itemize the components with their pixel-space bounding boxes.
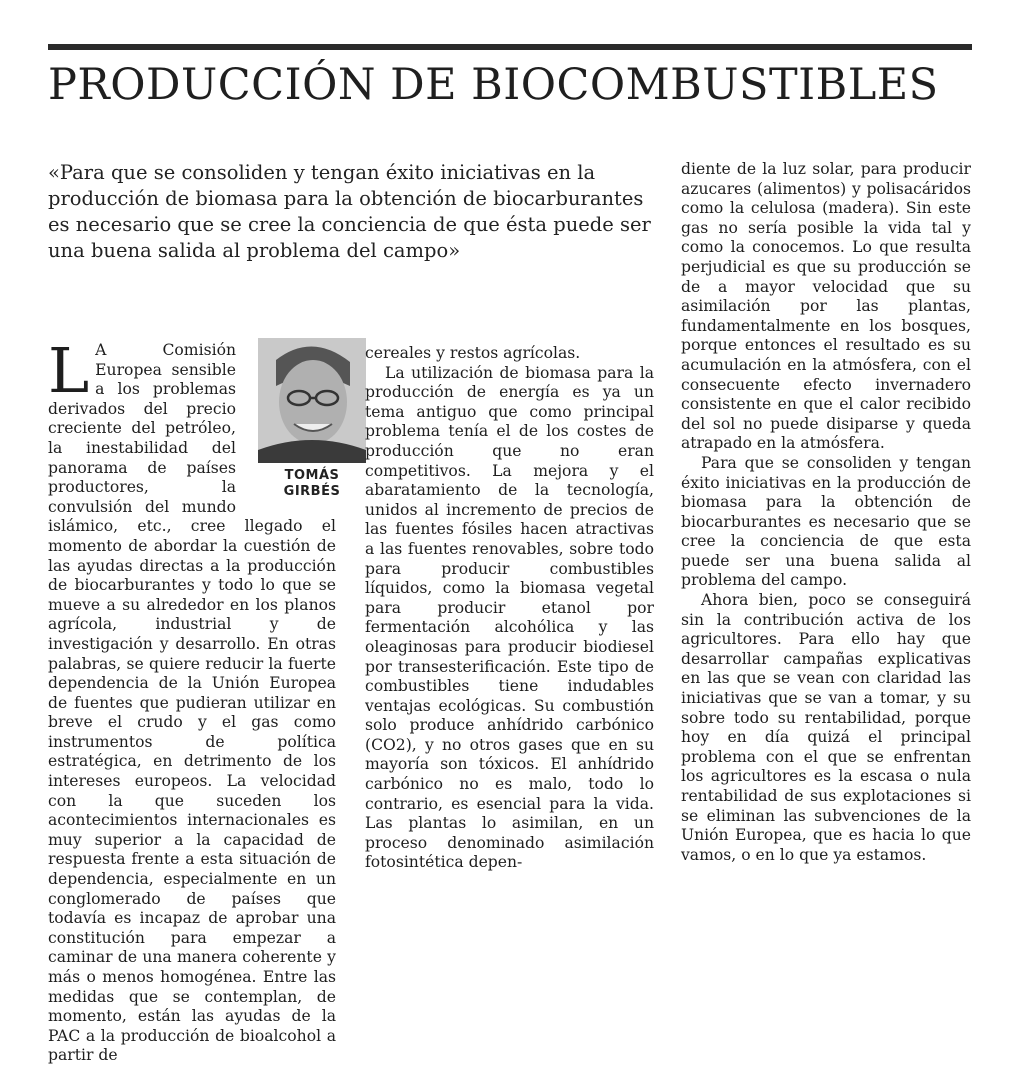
- headline: PRODUCCIÓN DE BIOCOMBUSTIBLES: [48, 60, 939, 110]
- author-photo: [258, 338, 366, 463]
- article-column-3: [681, 160, 971, 865]
- drop-cap: L: [48, 334, 90, 407]
- author-last-name: GIRBÉS: [283, 484, 341, 499]
- paragraph-1-continued: cereales y restos agrícolas.: [365, 344, 581, 362]
- paragraph-2: La utilización de biomasa para la producción de energía es ya un tema antiguo que como principal problema tenía el de los costes de producción que no eran competitivos. La mejora y el abaratamiento de la tecnología, unidos al incremento de precios de las fuentes fósiles hacen atractivas a las fuentes renovables, sobre todo para producir combustibles líquidos, como la biomasa vegetal para producir etanol por fermentación alcohólica y las oleaginosas para producir biodiesel por transesterificación. Este tipo de combustibles tiene indudables ventajas ecológicas. Su combustión solo produce anhídrido carbónico (CO2), y no otros gases que en su mayoría son tóxicos. El anhídrido carbónico no es malo, todo lo contrario, es esencial para la vida. Las plantas lo asimilan, en un proceso denominado asimilación fotosintética depen-: [365, 363, 654, 872]
- article-column-1: [48, 334, 341, 1066]
- paragraph-4: Ahora bien, poco se conseguirá sin la contribución activa de los agricultores. Para ello hay que desarrollar campañas explicativas en las que se vean con claridad las iniciativas que se van a tomar, y su sobre todo su rentabilidad, porque hoy en día quizá el principal problema con el que se enfrentan los agricultores es la escasa o nula rentabilidad de sus explotaciones si se eliminan las subvenciones de la Unión Europea, que es hacia lo que vamos, o en lo que ya estamos.: [681, 591, 971, 864]
- article-column-2: [365, 344, 654, 873]
- author-photo-block: [242, 338, 366, 499]
- paragraph-3: Para que se consoliden y tengan éxito iniciativas en la producción de biomasa para la obtención de biocarburantes es necesario que se cree la conciencia de que esta puede ser una buena salida al problema del campo.: [681, 453, 971, 590]
- pull-quote: «Para que se consoliden y tengan éxito iniciativas en la producción de biomasa para la obtención de biocarburantes es necesario que se cree la conciencia de que ésta puede ser una buena salida al problema del campo»: [48, 161, 651, 262]
- top-rule: [48, 44, 972, 50]
- paragraph-1-text: A Comisión Europea sensible a los problemas derivados del precio creciente del petróleo, la inestabilidad del panorama de países productores, la convulsión del mundo islámico, etc., cree llegado el momento de abordar la cuestión de las ayudas directas a la producción de biocarburantes y todo lo que se mueve a su alrededor en los planos agrícola, industrial y de investigación y desarrollo. En otras palabras, se quiere reducir la fuerte dependencia de la Unión Europea de fuentes que pudieran utilizar en breve el crudo y el gas como instrumentos de política estratégica, en detrimento de los intereses europeos. La velocidad con la que suceden los acontecimientos internacionales es muy superior a la capacidad de respuesta frente a esta situación de dependencia, especialmente en un conglomerado de países que todavía es incapaz de aprobar una constitución para empezar a caminar de una manera coherente y más o menos homogénea. Entre las medidas que se contemplan, de momento, están las ayudas de la PAC a la producción de bioalcohol a partir de: [48, 341, 336, 1065]
- author-first-name: TOMÁS: [284, 468, 340, 483]
- author-byline: [262, 468, 362, 500]
- paragraph-2-continued: diente de la luz solar, para producir azucares (alimentos) y polisacáridos como la celulosa (madera). Sin este gas no sería posible la vida tal y como la conocemos. Lo que resulta perjudicial es que su producción se de a mayor velocidad que su asimilación por las plantas, fundamentalmente en los bosques, porque entonces el resultado es su acumulación en la atmósfera, con el consecuente efecto invernadero consistente en que el calor recibido del sol no puede disiparse y queda atrapado en la atmósfera.: [681, 160, 971, 453]
